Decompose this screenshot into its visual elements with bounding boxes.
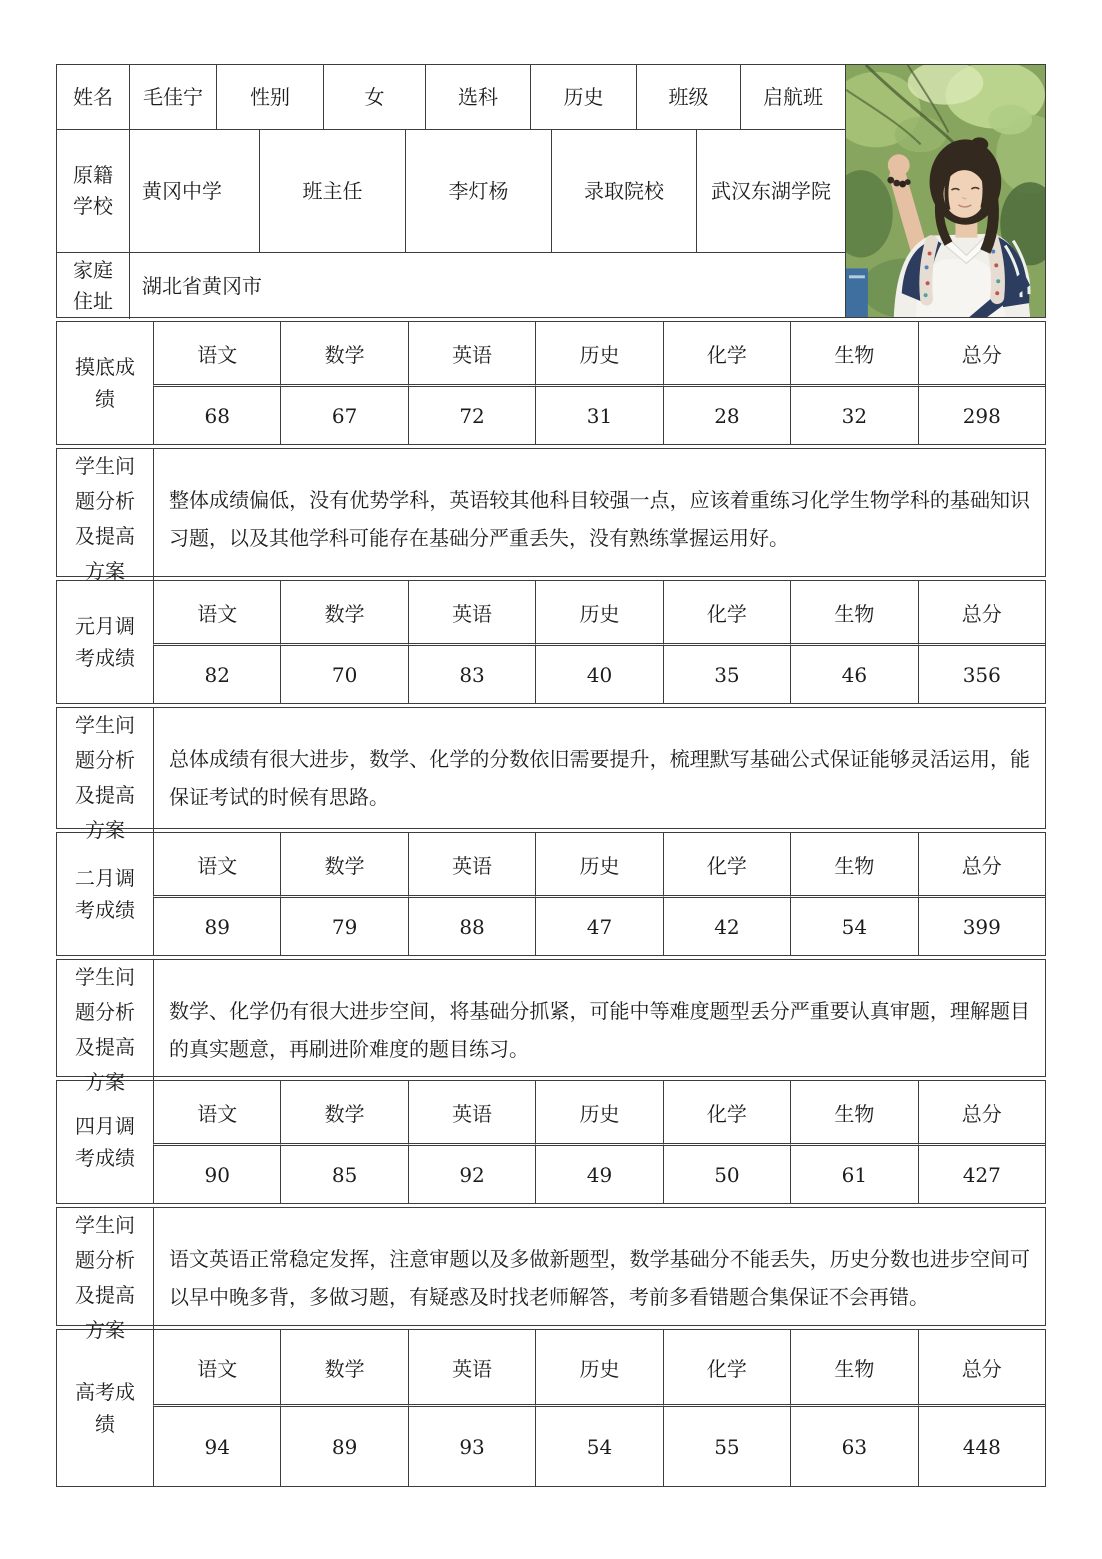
score-section-label: 二月调考成绩 [75,866,135,922]
class-label: 班级 [636,65,740,129]
gender-value: 女 [323,65,425,129]
score-value: 94 [153,1404,280,1486]
subject-header: 化学 [663,1330,790,1404]
score-value: 92 [408,1143,535,1203]
subject-header: 数学 [280,1081,407,1143]
score-value: 31 [535,384,662,444]
subject-header: 生物 [790,1330,917,1404]
subject-header: 化学 [663,1081,790,1143]
subject-header: 历史 [535,581,662,643]
analysis-section-3 [56,959,1046,1094]
score-value: 28 [663,384,790,444]
score-section-baseline [56,321,1046,445]
score-value: 50 [663,1143,790,1203]
subject-header: 语文 [153,581,280,643]
analysis-text: 总体成绩有很大进步，数学、化学的分数依旧需要提升，梳理默写基础公式保证能够灵活运用，能保证考试的时候有思路。 [153,708,1045,848]
score-value: 83 [408,643,535,703]
subject-header: 历史 [535,833,662,895]
address-value: 湖北省黄冈市 [129,253,845,319]
score-value: 68 [153,384,280,444]
student-photo-art [846,65,1045,317]
subject-header: 化学 [663,581,790,643]
score-value: 93 [408,1404,535,1486]
college-value: 武汉东湖学院 [696,130,845,252]
score-value: 356 [918,643,1045,703]
origin-school-label: 原籍学校 [73,163,113,218]
elective-label: 选科 [425,65,530,129]
analysis-label: 学生问题分析及提高方案 [75,965,135,1094]
score-value: 32 [790,384,917,444]
score-value: 61 [790,1143,917,1203]
score-value: 63 [790,1404,917,1486]
score-value: 72 [408,384,535,444]
score-value: 90 [153,1143,280,1203]
subject-header: 化学 [663,322,790,384]
score-value: 89 [153,895,280,955]
college-label: 录取院校 [551,130,696,252]
origin-school-value: 黄冈中学 [129,130,259,252]
score-value: 427 [918,1143,1045,1203]
subject-header: 英语 [408,322,535,384]
score-value: 54 [535,1404,662,1486]
subject-header: 历史 [535,1330,662,1404]
subject-header: 语文 [153,1330,280,1404]
subject-header: 总分 [918,1081,1045,1143]
subject-header: 总分 [918,322,1045,384]
score-value: 55 [663,1404,790,1486]
subject-header: 英语 [408,833,535,895]
gender-label: 性别 [216,65,323,129]
score-section-label: 元月调考成绩 [75,614,135,670]
subject-header: 总分 [918,833,1045,895]
score-section-label: 摸底成绩 [75,355,135,411]
student-info-grid [57,65,845,317]
analysis-label: 学生问题分析及提高方案 [75,1213,135,1342]
score-section-label: 高考成绩 [75,1380,135,1436]
score-value: 46 [790,643,917,703]
info-row-3 [57,252,845,319]
score-value: 298 [918,384,1045,444]
name-label: 姓名 [73,84,113,109]
subject-header: 历史 [535,1081,662,1143]
student-photo [845,65,1045,317]
analysis-text: 整体成绩偏低，没有优势学科，英语较其他科目较强一点，应该着重练习化学生物学科的基础知识习题，以及其他学科可能存在基础分严重丢失，没有熟练掌握运用好。 [153,449,1045,589]
score-value: 40 [535,643,662,703]
score-value: 47 [535,895,662,955]
score-value: 54 [790,895,917,955]
subject-header: 英语 [408,1081,535,1143]
subject-header: 语文 [153,833,280,895]
subject-header: 数学 [280,322,407,384]
subject-header: 数学 [280,581,407,643]
subject-header: 生物 [790,581,917,643]
subject-header: 英语 [408,581,535,643]
subject-header: 生物 [790,1081,917,1143]
score-value: 67 [280,384,407,444]
elective-value: 历史 [530,65,636,129]
score-section-april [56,1080,1046,1204]
subject-header: 总分 [918,581,1045,643]
score-value: 448 [918,1404,1045,1486]
address-label: 家庭住址 [73,258,113,313]
subject-header: 化学 [663,833,790,895]
subject-header: 数学 [280,833,407,895]
class-value: 启航班 [740,65,845,129]
subject-header: 语文 [153,1081,280,1143]
subject-header: 历史 [535,322,662,384]
score-value: 79 [280,895,407,955]
score-value: 89 [280,1404,407,1486]
info-row-2 [57,129,845,252]
subject-header: 生物 [790,833,917,895]
student-report-table [56,64,1046,1487]
score-value: 82 [153,643,280,703]
analysis-label: 学生问题分析及提高方案 [75,713,135,842]
analysis-section-4 [56,1207,1046,1342]
score-value: 70 [280,643,407,703]
name-value: 毛佳宁 [129,65,216,129]
score-section-january [56,580,1046,704]
info-row-1 [57,65,845,129]
score-section-label: 四月调考成绩 [75,1114,135,1170]
score-value: 35 [663,643,790,703]
head-teacher-label: 班主任 [259,130,405,252]
score-section-february [56,832,1046,956]
student-info-block [56,64,1046,318]
subject-header: 语文 [153,322,280,384]
subject-header: 总分 [918,1330,1045,1404]
score-section-gaokao [56,1329,1046,1487]
head-teacher-value: 李灯杨 [405,130,551,252]
analysis-section-2 [56,707,1046,842]
score-value: 49 [535,1143,662,1203]
subject-header: 英语 [408,1330,535,1404]
analysis-text: 数学、化学仍有很大进步空间，将基础分抓紧，可能中等难度题型丢分严重要认真审题，理解题目的真实题意，再刷进阶难度的题目练习。 [153,960,1045,1100]
score-value: 85 [280,1143,407,1203]
analysis-section-1 [56,448,1046,583]
score-value: 399 [918,895,1045,955]
analysis-text: 语文英语正常稳定发挥，注意审题以及多做新题型，数学基础分不能丢失，历史分数也进步空间可以早中晚多背，多做习题，有疑惑及时找老师解答，考前多看错题合集保证不会再错。 [153,1208,1045,1348]
score-value: 42 [663,895,790,955]
score-value: 88 [408,895,535,955]
subject-header: 生物 [790,322,917,384]
analysis-label: 学生问题分析及提高方案 [75,454,135,583]
subject-header: 数学 [280,1330,407,1404]
